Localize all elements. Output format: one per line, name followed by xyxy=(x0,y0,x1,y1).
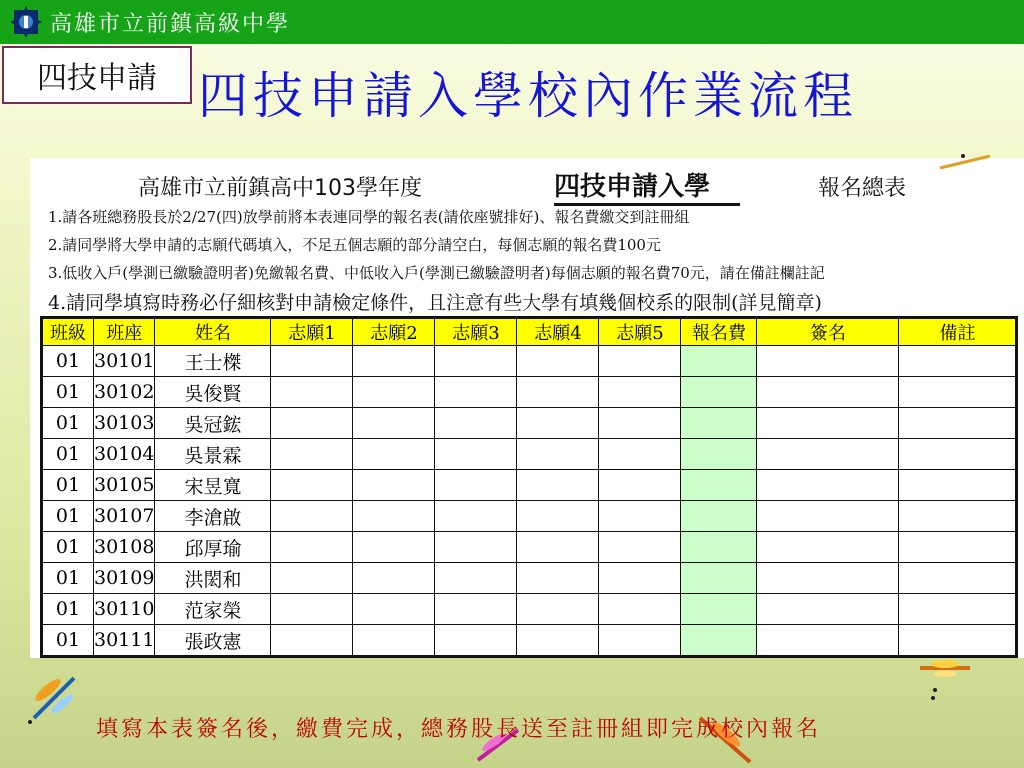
choice-5-cell[interactable] xyxy=(599,408,681,439)
seat-cell: 30107 xyxy=(94,501,155,532)
signature-cell[interactable] xyxy=(757,470,899,501)
name-cell: 王士榤 xyxy=(155,346,271,377)
choice-1-cell[interactable] xyxy=(271,594,353,625)
roster-table xyxy=(40,316,1018,658)
form-title-left: 高雄市立前鎮高中103學年度 xyxy=(138,176,422,201)
table-row xyxy=(42,377,1017,408)
class-cell: 01 xyxy=(42,532,94,563)
table-row xyxy=(42,625,1017,657)
fee-cell[interactable] xyxy=(681,532,757,563)
column-header: 備註 xyxy=(899,318,1017,346)
column-header: 志願3 xyxy=(435,318,517,346)
table-row xyxy=(42,346,1017,377)
choice-1-cell[interactable] xyxy=(271,625,353,657)
fee-cell[interactable] xyxy=(681,408,757,439)
choice-4-cell[interactable] xyxy=(517,377,599,408)
seat-cell: 30105 xyxy=(94,470,155,501)
choice-4-cell[interactable] xyxy=(517,625,599,657)
signature-cell[interactable] xyxy=(757,501,899,532)
choice-1-cell[interactable] xyxy=(271,408,353,439)
choice-1-cell[interactable] xyxy=(271,563,353,594)
choice-3-cell[interactable] xyxy=(435,470,517,501)
remarks-cell[interactable] xyxy=(899,439,1017,470)
fee-cell[interactable] xyxy=(681,470,757,501)
form-title-right: 報名總表 xyxy=(818,176,907,201)
choice-3-cell[interactable] xyxy=(435,346,517,377)
column-header: 班級 xyxy=(42,318,94,346)
class-cell: 01 xyxy=(42,439,94,470)
choice-5-cell[interactable] xyxy=(599,625,681,657)
table-header-row xyxy=(42,318,1017,346)
dragonfly-icon xyxy=(24,668,84,728)
signature-cell[interactable] xyxy=(757,594,899,625)
choice-5-cell[interactable] xyxy=(599,563,681,594)
choice-2-cell[interactable] xyxy=(353,470,435,501)
instruction-note: 4.請同學填寫時務必仔細核對申請檢定條件，且注意有些大學有填幾個校系的限制(詳見簡章) xyxy=(48,292,822,314)
choice-2-cell[interactable] xyxy=(353,532,435,563)
school-name: 高雄市立前鎮高級中學 xyxy=(50,11,291,37)
name-cell: 洪閎和 xyxy=(155,563,271,594)
school-logo-icon xyxy=(8,4,44,40)
name-cell: 范家榮 xyxy=(155,594,271,625)
name-cell: 吳冠鋐 xyxy=(155,408,271,439)
column-header: 報名費 xyxy=(681,318,757,346)
column-header: 志願1 xyxy=(271,318,353,346)
fee-cell[interactable] xyxy=(681,501,757,532)
choice-2-cell[interactable] xyxy=(353,377,435,408)
column-header: 志願4 xyxy=(517,318,599,346)
remarks-cell[interactable] xyxy=(899,532,1017,563)
signature-cell[interactable] xyxy=(757,563,899,594)
column-header: 班座 xyxy=(94,318,155,346)
choice-2-cell[interactable] xyxy=(353,346,435,377)
seat-cell: 30102 xyxy=(94,377,155,408)
top-bar xyxy=(0,0,1024,44)
fee-cell[interactable] xyxy=(681,563,757,594)
seat-cell: 30108 xyxy=(94,532,155,563)
choice-3-cell[interactable] xyxy=(435,594,517,625)
choice-4-cell[interactable] xyxy=(517,408,599,439)
name-cell: 張政憲 xyxy=(155,625,271,657)
column-header: 簽名 xyxy=(757,318,899,346)
choice-4-cell[interactable] xyxy=(517,501,599,532)
choice-4-cell[interactable] xyxy=(517,439,599,470)
class-cell: 01 xyxy=(42,408,94,439)
remarks-cell[interactable] xyxy=(899,408,1017,439)
choice-4-cell[interactable] xyxy=(517,563,599,594)
table-row xyxy=(42,470,1017,501)
name-cell: 吳景霖 xyxy=(155,439,271,470)
instruction-note: 3.低收入戶(學測已繳驗證明者)免繳報名費、中低收入戶(學測已繳驗證明者)每個志願的報名費70元，請在備註欄註記 xyxy=(48,264,825,282)
seat-cell: 30101 xyxy=(94,346,155,377)
choice-2-cell[interactable] xyxy=(353,439,435,470)
choice-2-cell[interactable] xyxy=(353,408,435,439)
fee-cell[interactable] xyxy=(681,377,757,408)
class-cell: 01 xyxy=(42,594,94,625)
remarks-cell[interactable] xyxy=(899,346,1017,377)
choice-3-cell[interactable] xyxy=(435,377,517,408)
footer-instruction: 填寫本表簽名後，繳費完成，總務股長送至註冊組即完成校內報名 xyxy=(96,717,822,742)
table-row xyxy=(42,563,1017,594)
column-header: 姓名 xyxy=(155,318,271,346)
name-cell: 宋昱寬 xyxy=(155,470,271,501)
choice-5-cell[interactable] xyxy=(599,594,681,625)
fee-cell[interactable] xyxy=(681,594,757,625)
signature-cell[interactable] xyxy=(757,439,899,470)
remarks-cell[interactable] xyxy=(899,563,1017,594)
choice-1-cell[interactable] xyxy=(271,501,353,532)
choice-5-cell[interactable] xyxy=(599,532,681,563)
choice-5-cell[interactable] xyxy=(599,346,681,377)
choice-2-cell[interactable] xyxy=(353,501,435,532)
table-row xyxy=(42,408,1017,439)
choice-3-cell[interactable] xyxy=(435,563,517,594)
choice-1-cell[interactable] xyxy=(271,439,353,470)
choice-5-cell[interactable] xyxy=(599,470,681,501)
choice-5-cell[interactable] xyxy=(599,501,681,532)
table-row xyxy=(42,594,1017,625)
signature-cell[interactable] xyxy=(757,532,899,563)
table-row xyxy=(42,532,1017,563)
choice-3-cell[interactable] xyxy=(435,408,517,439)
signature-cell[interactable] xyxy=(757,625,899,657)
choice-3-cell[interactable] xyxy=(435,501,517,532)
class-cell: 01 xyxy=(42,377,94,408)
form-title xyxy=(30,166,1024,202)
choice-5-cell[interactable] xyxy=(599,377,681,408)
choice-5-cell[interactable] xyxy=(599,439,681,470)
form-title-center: 四技申請入學 xyxy=(554,166,740,206)
choice-3-cell[interactable] xyxy=(435,439,517,470)
choice-4-cell[interactable] xyxy=(517,532,599,563)
remarks-cell[interactable] xyxy=(899,501,1017,532)
table-row xyxy=(42,439,1017,470)
choice-3-cell[interactable] xyxy=(435,532,517,563)
instruction-note: 1.請各班總務股長於2/27(四)放學前將本表連同學的報名表(請依座號排好)、報名費繳交到註冊組 xyxy=(48,208,690,226)
seat-cell: 30103 xyxy=(94,408,155,439)
page-title: 四技申請入學校內作業流程 xyxy=(198,67,858,125)
choice-1-cell[interactable] xyxy=(271,532,353,563)
fee-cell[interactable] xyxy=(681,625,757,657)
choice-2-cell[interactable] xyxy=(353,594,435,625)
seat-cell: 30110 xyxy=(94,594,155,625)
section-badge: 四技申請 xyxy=(2,46,192,104)
remarks-cell[interactable] xyxy=(899,470,1017,501)
registration-sheet xyxy=(30,158,1024,658)
name-cell: 邱厚瑜 xyxy=(155,532,271,563)
remarks-cell[interactable] xyxy=(899,377,1017,408)
choice-4-cell[interactable] xyxy=(517,470,599,501)
signature-cell[interactable] xyxy=(757,346,899,377)
seat-cell: 30111 xyxy=(94,625,155,657)
dragonfly-icon xyxy=(935,152,995,172)
signature-cell[interactable] xyxy=(757,408,899,439)
class-cell: 01 xyxy=(42,470,94,501)
column-header: 志願5 xyxy=(599,318,681,346)
choice-3-cell[interactable] xyxy=(435,625,517,657)
remarks-cell[interactable] xyxy=(899,625,1017,657)
class-cell: 01 xyxy=(42,563,94,594)
instruction-note: 2.請同學將大學申請的志願代碼填入，不足五個志願的部分請空白，每個志願的報名費100元 xyxy=(48,236,661,254)
table-row xyxy=(42,501,1017,532)
column-header: 志願2 xyxy=(353,318,435,346)
choice-4-cell[interactable] xyxy=(517,594,599,625)
choice-2-cell[interactable] xyxy=(353,563,435,594)
remarks-cell[interactable] xyxy=(899,594,1017,625)
seat-cell: 30104 xyxy=(94,439,155,470)
class-cell: 01 xyxy=(42,625,94,657)
choice-2-cell[interactable] xyxy=(353,625,435,657)
signature-cell[interactable] xyxy=(757,377,899,408)
choice-4-cell[interactable] xyxy=(517,346,599,377)
fee-cell[interactable] xyxy=(681,346,757,377)
choice-1-cell[interactable] xyxy=(271,377,353,408)
name-cell: 吳俊賢 xyxy=(155,377,271,408)
seat-cell: 30109 xyxy=(94,563,155,594)
dragonfly-icon xyxy=(915,660,975,704)
fee-cell[interactable] xyxy=(681,439,757,470)
class-cell: 01 xyxy=(42,501,94,532)
choice-1-cell[interactable] xyxy=(271,470,353,501)
choice-1-cell[interactable] xyxy=(271,346,353,377)
name-cell: 李滄啟 xyxy=(155,501,271,532)
class-cell: 01 xyxy=(42,346,94,377)
